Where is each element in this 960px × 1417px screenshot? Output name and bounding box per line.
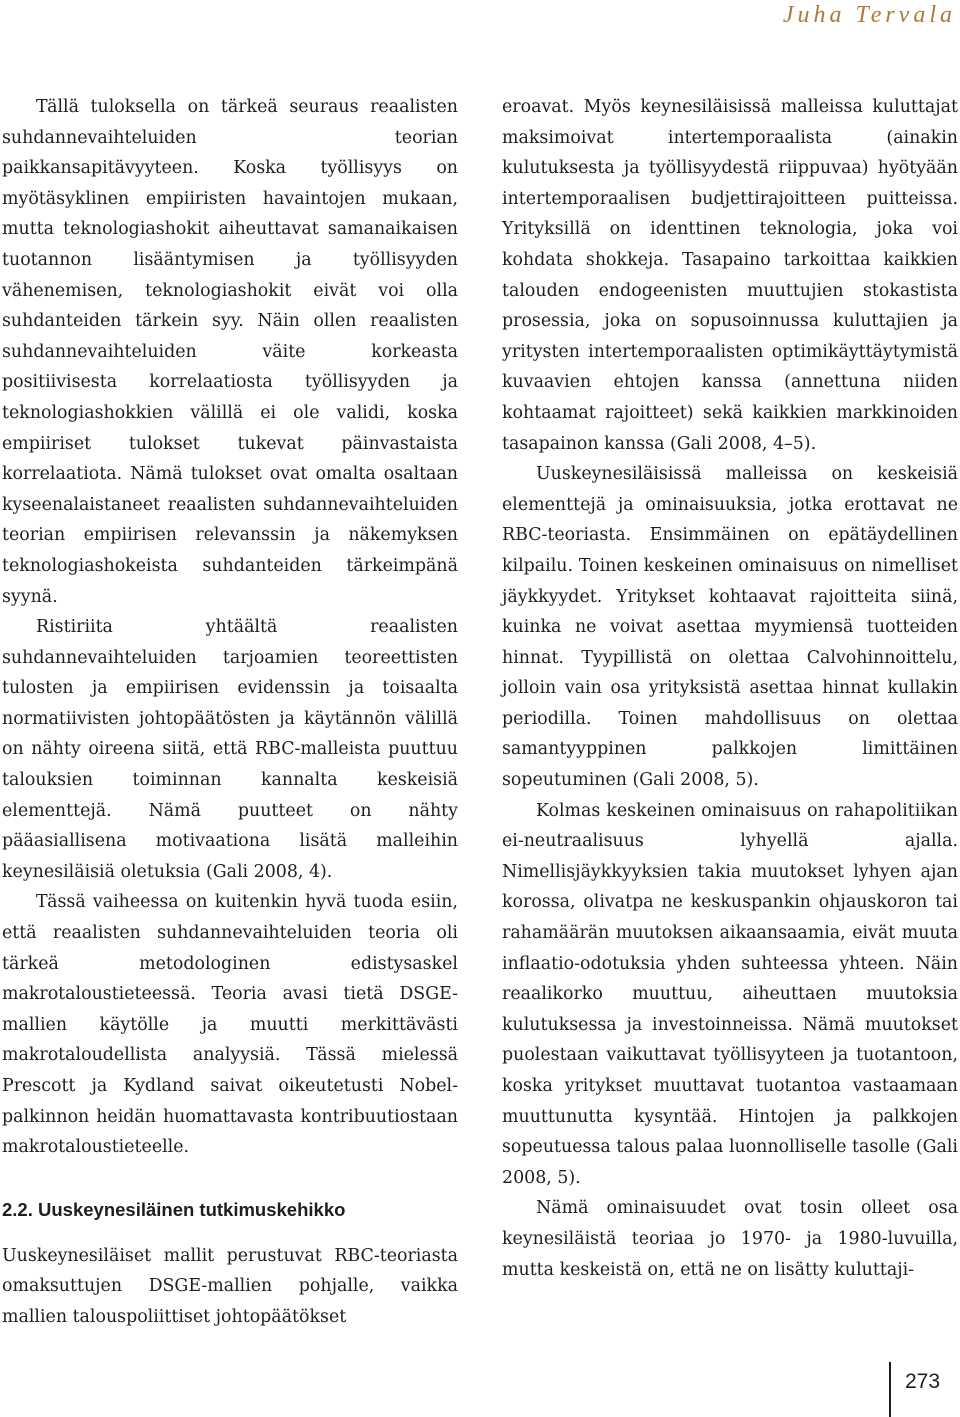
body-paragraph: Nämä ominaisuudet ovat tosin olleet osa keynesiläistä teoriaa jo 1970- ja 1980-luvuilla, mutta keskeistä on, että ne on lisätty kuluttaji- bbox=[502, 1198, 958, 1280]
left-column bbox=[2, 92, 458, 1333]
section-title: Uuskeynesiläinen tutkimuskehikko bbox=[38, 1198, 346, 1220]
page-number-rule bbox=[889, 1362, 891, 1417]
section-heading bbox=[2, 1195, 458, 1225]
right-column bbox=[502, 92, 958, 1285]
body-paragraph: Kolmas keskeinen ominaisuus on rahapolitiikan ei-neutraalisuus lyhyellä ajalla. Nimellisjäykkyyksien takia muutokset lyhyen ajan korossa, olivatpa ne keskuspankin ohjauskoron tai rahamäärän muutoksen aikaansaamia, eivät muuta inflaatio-odotuksia yhden suhteessa yhteen. Näin reaalikorko muuttuu, aiheuttaen muutoksia kulutuksessa ja investoinneissa. Nämä muutokset puolestaan vaikuttavat työllisyyteen ja tuotantoon, koska yritykset muuttavat tuotantoa vastaamaan muuttunutta kysyntää. Hintojen ja palkkojen sopeutuessa talous palaa luonnolliselle tasolle (Gali 2008, 5). bbox=[502, 800, 958, 1188]
body-paragraph: eroavat. Myös keynesiläisissä malleissa kuluttajat maksimoivat intertemporaalista (ainakin kulutuksesta ja työllisyydestä riippuvaa) hyötyään intertemporaalisen budjettirajoitteen puitteissa. Yrityksillä on identtinen teknologia, joka voi kohdata shokkeja. Tasapaino tarkoittaa kaikkien talouden endogeenisten muuttujien stokastista prosessia, joka on sopusoinnussa kuluttajien ja yritysten intertemporaalisten optimikäyttäytymistä kuvaavien ehtojen kanssa (annettuna niiden kohtaamat rajoitteet) sekä kaikkien markkinoiden tasapainon kanssa (Gali 2008, 4–5). bbox=[502, 97, 958, 454]
page-number: 273 bbox=[905, 1370, 941, 1393]
section-number: 2.2. bbox=[2, 1198, 33, 1220]
running-head-author: Juha Tervala bbox=[782, 2, 956, 28]
body-paragraph: Ristiriita yhtäältä reaalisten suhdannevaihteluiden tarjoamien teoreettisten tulosten ja empiirisen evidenssin ja toisaalta normatiivisten johtopäätösten ja käytännön välillä on nähty oireena siitä, että RBC-malleista puuttuu talouksien toiminnan kannalta keskeisiä elementtejä. Nämä puutteet on nähty pääasiallisena motivaationa lisätä malleihin keynesiläisiä oletuksia (Gali 2008, 4). bbox=[2, 617, 458, 882]
body-paragraph: Tällä tuloksella on tärkeä seuraus reaalisten suhdannevaihteluiden teorian paikkansapitävyyteen. Koska työllisyys on myötäsyklinen empiiristen havaintojen mukaan, mutta teknologiashokit aiheuttavat samanaikaisen tuotannon lisääntymisen ja työllisyyden vähenemisen, teknologiashokit eivät voi olla suhdanteiden tärkein syy. Näin ollen reaalisten suhdannevaihteluiden väite korkeasta positiivisesta korrelaatiosta työllisyyden ja teknologiashokkien välillä ei ole validi, koska empiiriset tulokset tukevat päinvastaista korrelaatiota. Nämä tulokset ovat omalta osaltaan kyseenalaistaneet reaalisten suhdannevaihteluiden teorian empiirisen relevanssin ja näkemyksen teknologiashokeista suhdanteiden tärkeimpänä syynä. bbox=[2, 97, 458, 607]
body-paragraph: Tässä vaiheessa on kuitenkin hyvä tuoda esiin, että reaalisten suhdannevaihteluiden teoria oli tärkeä metodologinen edistysaskel makrotaloustieteessä. Teoria avasi tietä DSGE-mallien käytölle ja muutti merkittävästi makrotaloudellista analyysiä. Tässä mielessä Prescott ja Kydland saivat oikeutetusti Nobel-palkinnon heidän huomattavasta kontribuutiostaan makrotaloustieteelle. bbox=[2, 892, 458, 1158]
body-paragraph: Uuskeynesiläiset mallit perustuvat RBC-teoriasta omaksuttujen DSGE-mallien pohjalle, vaikka mallien talouspoliittiset johtopäätökset bbox=[2, 1245, 458, 1327]
body-paragraph: Uuskeynesiläisissä malleissa on keskeisiä elementtejä ja ominaisuuksia, jotka erottavat ne RBC-teoriasta. Ensimmäinen on epätäydellinen kilpailu. Toinen keskeinen ominaisuus on nimelliset jäykkyydet. Yritykset kohtaavat rajoitteita siinä, kuinka ne voivat asettaa myymiensä tuotteiden hinnat. Tyypillistä on olettaa Calvohinnoittelu, jolloin vain osa yrityksistä asettaa hinnat kullakin periodilla. Toinen mahdollisuus on olettaa samantyyppinen palkkojen limittäinen sopeutuminen (Gali 2008, 5). bbox=[502, 464, 958, 791]
